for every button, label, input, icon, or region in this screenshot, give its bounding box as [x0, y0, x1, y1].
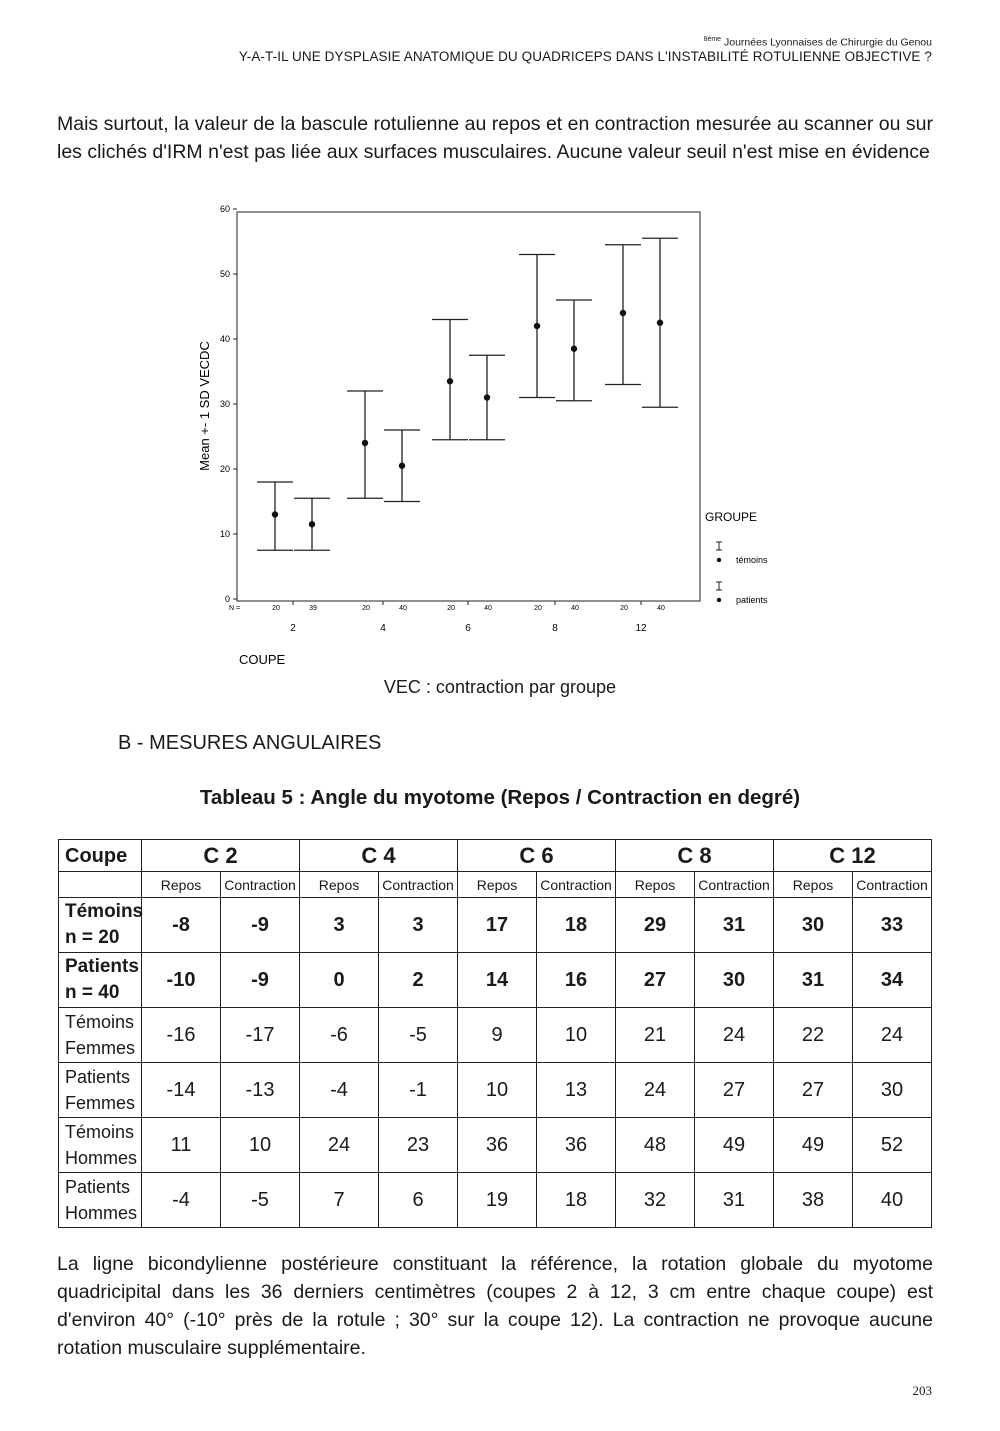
table-row — [59, 1118, 932, 1173]
errorbar-patients — [294, 498, 330, 550]
subheader-repos: Repos — [142, 872, 221, 898]
y-tick-label: 0 — [224, 594, 230, 604]
n-count-label: 20 — [272, 605, 280, 612]
row-label-subgroup: n = 40 — [65, 982, 120, 1003]
table-header-row — [59, 840, 932, 872]
x-tick-label: 4 — [380, 623, 386, 634]
subheader-repos: Repos — [300, 872, 379, 898]
errorbar-patients — [556, 300, 592, 401]
table-group-c8: C 8 — [616, 840, 774, 872]
table-cell: 30 — [774, 898, 853, 953]
n-count-label: 20 — [620, 605, 628, 612]
n-count-label: 20 — [447, 605, 455, 612]
table-cell: 10 — [221, 1118, 300, 1173]
x-tick-label: 12 — [635, 623, 647, 634]
row-label-group: Témoins — [65, 1012, 135, 1032]
y-tick-label: 10 — [219, 529, 230, 539]
n-label: N = — [229, 605, 241, 612]
row-label-group: Témoins — [65, 1122, 135, 1142]
errorbar-chart — [0, 0, 1000, 680]
n-count-label: 40 — [657, 605, 665, 612]
mean-point — [534, 323, 540, 329]
x-axis — [290, 601, 647, 634]
table-cell: 3 — [379, 898, 458, 953]
errorbar-témoins — [347, 391, 383, 498]
table-cell: 49 — [774, 1118, 853, 1173]
table-cell: -13 — [221, 1063, 300, 1118]
figure-caption: VEC : contraction par groupe — [383, 677, 617, 697]
table-cell: -4 — [142, 1173, 221, 1228]
row-label — [59, 1063, 142, 1118]
table-cell: -8 — [142, 898, 221, 953]
table-cell: 17 — [458, 898, 537, 953]
mean-point — [272, 511, 278, 517]
legend-label-patients: patients — [736, 595, 768, 605]
running-header-title: Y-A-T-IL UNE DYSPLASIE ANATOMIQUE DU QUADRICEPS DANS L'INSTABILITÉ ROTULIENNE OBJECTIVE ? — [238, 49, 932, 64]
table-cell: 27 — [695, 1063, 774, 1118]
table-subheader-row — [59, 872, 932, 898]
table-cell: -9 — [221, 898, 300, 953]
section-heading: B - MESURES ANGULAIRES — [118, 732, 382, 754]
table-cell: 9 — [458, 1008, 537, 1063]
table-cell: 7 — [300, 1173, 379, 1228]
subheader-repos: Repos — [458, 872, 537, 898]
table-cell: -5 — [221, 1173, 300, 1228]
table-cell: 36 — [458, 1118, 537, 1173]
row-label-subgroup: Femmes — [65, 1093, 136, 1113]
table-cell: 52 — [853, 1118, 932, 1173]
mean-point — [362, 440, 368, 446]
row-label — [59, 953, 142, 1008]
table-row — [59, 898, 932, 953]
table-group-c12: C 12 — [774, 840, 932, 872]
table-cell: 49 — [695, 1118, 774, 1173]
table-corner: Coupe — [59, 840, 142, 872]
table-cell: 21 — [616, 1008, 695, 1063]
table-cell: 40 — [853, 1173, 932, 1228]
table-cell: -4 — [300, 1063, 379, 1118]
table-cell: 10 — [458, 1063, 537, 1118]
table-cell: 18 — [537, 898, 616, 953]
table-cell: 27 — [774, 1063, 853, 1118]
table-row — [59, 1063, 932, 1118]
mean-point — [484, 394, 490, 400]
errorbar-patients — [384, 430, 420, 502]
subheader-repos: Repos — [774, 872, 853, 898]
n-count-label: 20 — [534, 605, 542, 612]
table-row — [59, 1008, 932, 1063]
legend — [705, 510, 768, 605]
table-cell: 33 — [853, 898, 932, 953]
table-title: Tableau 5 : Angle du myotome (Repos / Contraction en degré) — [199, 786, 801, 809]
plot-frame — [237, 212, 700, 601]
table-cell: 23 — [379, 1118, 458, 1173]
table-cell: 27 — [616, 953, 695, 1008]
y-tick-label: 50 — [219, 269, 230, 279]
n-count-label: 40 — [484, 605, 492, 612]
table-cell: 48 — [616, 1118, 695, 1173]
n-count-label: 20 — [362, 605, 370, 612]
table-row — [59, 953, 932, 1008]
table-cell: 19 — [458, 1173, 537, 1228]
table-subheader-empty — [59, 872, 142, 898]
table-cell: -10 — [142, 953, 221, 1008]
subheader-contraction: Contraction — [695, 872, 774, 898]
errorbar-témoins — [519, 255, 555, 398]
y-tick-label: 60 — [219, 204, 230, 214]
table-cell: 24 — [300, 1118, 379, 1173]
errorbar-témoins — [605, 245, 641, 385]
table-cell: -6 — [300, 1008, 379, 1063]
y-tick-label: 40 — [219, 334, 230, 344]
error-bars — [257, 238, 678, 612]
errorbar-témoins — [432, 320, 468, 440]
table-cell: 16 — [537, 953, 616, 1008]
y-tick-label: 20 — [219, 464, 230, 474]
legend-marker-temoins — [716, 542, 722, 562]
table-cell: 10 — [537, 1008, 616, 1063]
subheader-contraction: Contraction — [379, 872, 458, 898]
myotome-angle-table — [58, 839, 932, 1228]
paragraph-intro: Mais surtout, la valeur de la bascule rotulienne au repos et en contraction mesurée au scanner ou sur les clichés d'IRM n'est pas liée aux surfaces musculaires. Aucune valeur seuil n'est mise en évidence — [57, 113, 933, 163]
row-label-subgroup: Femmes — [65, 1038, 136, 1058]
table-group-c6: C 6 — [458, 840, 616, 872]
subheader-contraction: Contraction — [853, 872, 932, 898]
legend-label-temoins: témoins — [736, 555, 768, 565]
table-cell: 18 — [537, 1173, 616, 1228]
row-label-group: Témoins — [65, 901, 144, 922]
table-cell: -9 — [221, 953, 300, 1008]
table-cell: 32 — [616, 1173, 695, 1228]
x-tick-label: 6 — [465, 623, 471, 634]
table-group-c4: C 4 — [300, 840, 458, 872]
subheader-repos: Repos — [616, 872, 695, 898]
row-label — [59, 1008, 142, 1063]
table-cell: 2 — [379, 953, 458, 1008]
table-cell: 11 — [142, 1118, 221, 1173]
legend-marker-patients — [716, 582, 722, 602]
errorbar-patients — [469, 355, 505, 440]
mean-point — [620, 310, 626, 316]
table-group-c2: C 2 — [142, 840, 300, 872]
errorbar-témoins — [257, 482, 293, 550]
legend-title: GROUPE — [705, 510, 758, 524]
table-cell: -1 — [379, 1063, 458, 1118]
header-superscript: 8ème — [703, 36, 722, 43]
row-label-subgroup: n = 20 — [65, 927, 120, 948]
mean-point — [571, 346, 577, 352]
n-count-label: 40 — [399, 605, 407, 612]
mean-point — [399, 463, 405, 469]
table-cell: 29 — [616, 898, 695, 953]
table-cell: 24 — [616, 1063, 695, 1118]
table-cell: 3 — [300, 898, 379, 953]
table-cell: 30 — [853, 1063, 932, 1118]
table-cell: 24 — [853, 1008, 932, 1063]
x-axis-label: COUPE — [239, 652, 286, 667]
row-label-group: Patients — [65, 956, 139, 977]
table-cell: -5 — [379, 1008, 458, 1063]
mean-point — [657, 320, 663, 326]
header-conference-text: Journées Lyonnaises de Chirurgie du Genou — [721, 36, 932, 49]
y-axis — [220, 204, 237, 604]
row-label-subgroup: Hommes — [65, 1148, 138, 1168]
row-label-group: Patients — [65, 1067, 131, 1087]
table-cell: 31 — [695, 898, 774, 953]
subheader-contraction: Contraction — [221, 872, 300, 898]
table-cell: 38 — [774, 1173, 853, 1228]
table-cell: -16 — [142, 1008, 221, 1063]
x-tick-label: 2 — [290, 623, 296, 634]
errorbar-patients — [642, 238, 678, 407]
page-number: 203 — [912, 1383, 932, 1398]
row-label — [59, 898, 142, 953]
table-cell: 36 — [537, 1118, 616, 1173]
n-count-label: 39 — [309, 605, 317, 612]
table-cell: 14 — [458, 953, 537, 1008]
table-cell: 13 — [537, 1063, 616, 1118]
table-cell: 34 — [853, 953, 932, 1008]
n-count-label: 40 — [571, 605, 579, 612]
row-label-subgroup: Hommes — [65, 1203, 138, 1223]
y-tick-label: 30 — [219, 399, 230, 409]
table-cell: 22 — [774, 1008, 853, 1063]
row-label-group: Patients — [65, 1177, 131, 1197]
table-cell: -14 — [142, 1063, 221, 1118]
table-cell: 0 — [300, 953, 379, 1008]
table-row — [59, 1173, 932, 1228]
table-cell: 31 — [774, 953, 853, 1008]
table-cell: 31 — [695, 1173, 774, 1228]
mean-point — [447, 378, 453, 384]
table-cell: 6 — [379, 1173, 458, 1228]
x-tick-label: 8 — [552, 623, 558, 634]
y-axis-label: Mean +- 1 SD VECDC — [197, 341, 212, 471]
table-cell: 30 — [695, 953, 774, 1008]
table-cell: -17 — [221, 1008, 300, 1063]
mean-point — [309, 521, 315, 527]
subheader-contraction: Contraction — [537, 872, 616, 898]
row-label — [59, 1173, 142, 1228]
paragraph-conclusion: La ligne bicondylienne postérieure constituant la référence, la rotation globale du myotome quadricipital dans les 36 derniers centimètres (coupes 2 à 12, 3 cm entre chaque coupe) est d'environ 40° (-10° près de la rotule ; 30° sur la coupe 12). La contraction ne provoque aucune rotation musculaire supplémentaire. — [57, 1253, 933, 1359]
table-cell: 24 — [695, 1008, 774, 1063]
row-label — [59, 1118, 142, 1173]
